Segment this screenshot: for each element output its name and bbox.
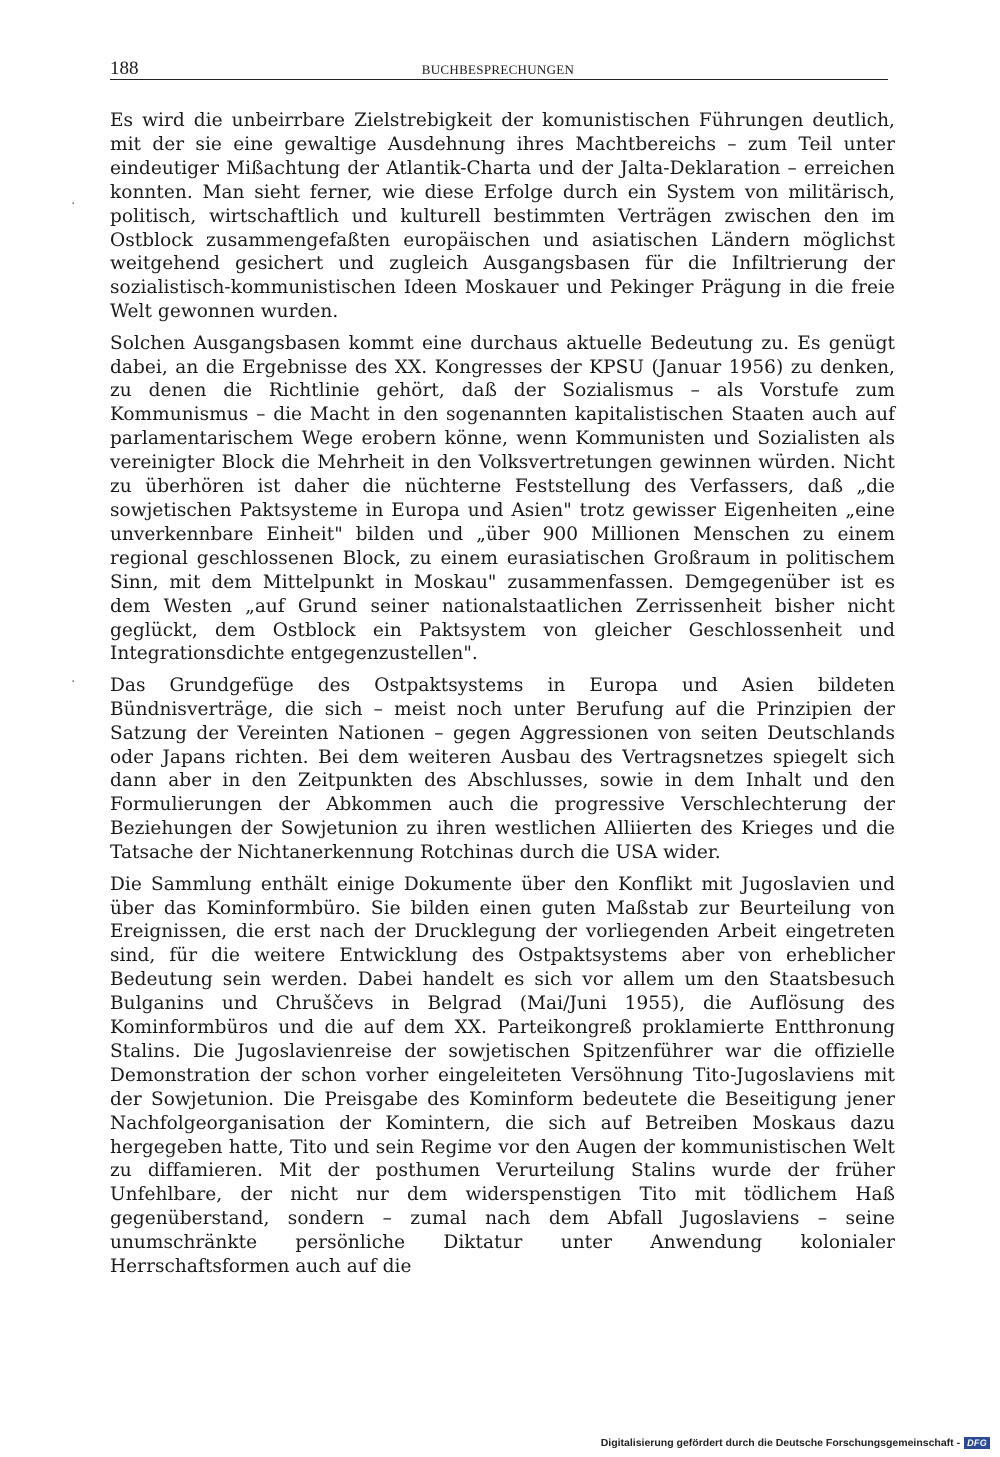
paragraph: Es wird die unbeirrbare Zielstrebigkeit der komunistischen Führungen deutlich, mit der sie eine gewaltige Ausdehnung ihres Machtbereichs – zum Teil unter eindeutiger Mißachtung der Atlantik-Charta und der Jalta-Deklaration – erreichen konnten. Man sieht ferner, wie diese Erfolge durch ein System von militärisch, politisch, wirtschaftlich und kulturell bestimmten Verträgen zwischen den im Ostblock zusammengefaßten europäischen und asiatischen Ländern möglichst weitgehend gesichert und zugleich Ausgangsbasen für die Infiltrierung der sozialistisch-kommunistischen Ideen Moskauer und Pekinger Prägung in die freie Welt gewonnen wurden. (110, 110, 895, 323)
paragraph: Das Grundgefüge des Ostpaktsystems in Europa und Asien bildeten Bündnisverträge, die sich – meist noch unter Berufung auf die Prinzipien der Satzung der Vereinten Nationen – gegen Aggressionen von seiten Deutschlands oder Japans richten. Bei dem weiteren Ausbau des Vertragsnetzes spiegelt sich dann aber in den Zeitpunkten des Abschlusses, sowie in dem Inhalt und den Formulierungen der Abkommen auch die progressive Verschlechterung der Beziehungen der Sowjetunion zu ihren westlichen Alliierten des Krieges und die Tatsache der Nichtanerkennung Rotchinas durch die USA wider. (110, 674, 895, 864)
footer-text: Digitalisierung gefördert durch die Deutsche Forschungsgemeinschaft - (600, 1437, 961, 1449)
body-text (110, 109, 895, 1287)
margin-mark: · (71, 674, 76, 690)
footer (601, 1437, 990, 1449)
running-head: BUCHBESPRECHUNGEN (421, 62, 575, 77)
paragraph: Solchen Ausgangsbasen kommt eine durchaus aktuelle Bedeutung zu. Es genügt dabei, an die Ergebnisse des XX. Kongresses der KPSU (Januar 1956) zu denken, zu denen die Richtlinie gehört, daß der Sozialismus – als Vorstufe zum Kommunismus – die Macht in den sogenannten kapitalistischen Staaten auch auf parlamentarischem Wege erobern könne, wenn Kommunisten und Sozialisten als vereinigter Block die Mehrheit in den Volksvertretungen gewinnen würden. Nicht zu überhören ist daher die nüchterne Feststellung des Verfassers, daß „die sowjetischen Paktsysteme in Europa und Asien" trotz gewisser Eigenheiten „eine unverkennbare Einheit" bilden und „über 900 Millionen Menschen zu einem regional geschlossenen Block, zu einem eurasiatischen Großraum in politischem Sinn, mit dem Mittelpunkt in Moskau" zusammenfassen. Demgegenüber ist es dem Westen „auf Grund seiner nationalstaatlichen Zerrissenheit bisher nicht geglückt, dem Ostblock ein Paktsystem von gleicher Geschlossenheit und Integrationsdichte entgegenzustellen". (110, 332, 895, 665)
paragraph: Die Sammlung enthält einige Dokumente über den Konflikt mit Jugoslavien und über das Kominformbüro. Sie bilden einen guten Maßstab zur Beurteilung von Ereignissen, die erst nach der Drucklegung der vorliegenden Arbeit eingetreten sind, für die weitere Entwicklung des Ostpaktsystems aber von erheblicher Bedeutung sein werden. Dabei handelt es sich vor allem um den Staatsbesuch Bulganins und Chruščevs in Belgrad (Mai/Juni 1955), die Auflösung des Kominformbüros und die auf dem XX. Parteikongreß proklamierte Entthronung Stalins. Die Jugoslavienreise der sowjetischen Spitzenführer war die offizielle Demonstration der schon vorher eingeleiteten Versöhnung Tito-Jugoslaviens mit der Sowjetunion. Die Preisgabe des Kominform bedeutete die Beseitigung jener Nachfolgeorganisation der Komintern, die sich auf Betreiben Moskaus dazu hergegeben hatte, Tito und sein Regime vor den Augen der kommunistischen Welt zu diffamieren. Mit der posthumen Verurteilung Stalins wurde der früher Unfehlbare, der nicht nur dem widerspenstigen Tito mit tödlichem Haß gegenüberstand, sondern – zumal nach dem Abfall Jugoslaviens – seine unumschränkte persönliche Diktatur unter Anwendung kolonialer Herrschaftsformen auch auf die (110, 873, 895, 1278)
margin-mark: · (71, 196, 76, 212)
dfg-logo: DFG (964, 1437, 990, 1449)
page-number: 188 (110, 58, 139, 79)
header-rule (110, 79, 888, 80)
